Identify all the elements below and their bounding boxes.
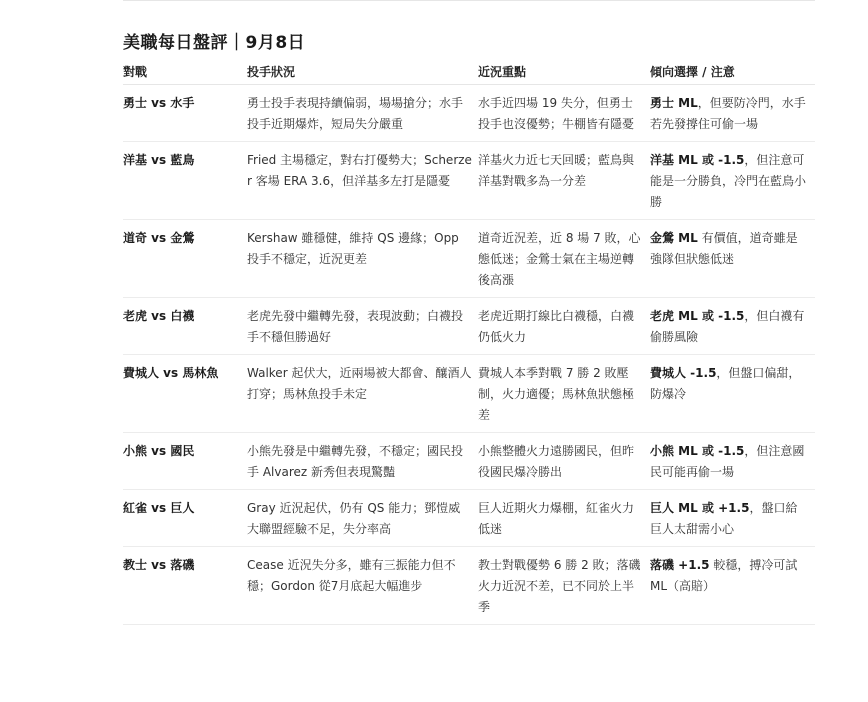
pick-note: ，但注意可能是一分勝負，冷門在藍鳥小勝 [650,153,807,209]
table-row [123,142,815,220]
pick-note: 較穩，搏冷可試 ML（高賠） [650,558,798,593]
pick-label: 巨人 ML 或 +1.5 [650,501,750,515]
header-pick: 傾向選擇 / 注意 [650,58,815,85]
table-header-row [123,58,815,85]
recent-cell: 洋基火力近七天回暖；藍鳥與洋基對戰多為一分差 [478,142,650,220]
recent-cell: 教士對戰優勢 6 勝 2 敗；落磯火力近況不差，已不同於上半季 [478,547,650,625]
header-pitching: 投手狀況 [247,58,478,85]
matchup-cell: 紅雀 vs 巨人 [123,490,247,547]
pick-cell [650,220,815,298]
matchup-cell: 小熊 vs 國民 [123,433,247,490]
matchup-cell: 教士 vs 落磯 [123,547,247,625]
pick-cell [650,85,815,142]
pick-note: 有價值，道奇雖是強隊但狀態低迷 [650,231,798,266]
pick-label: 洋基 ML 或 -1.5 [650,153,745,167]
pick-label: 金鶯 ML [650,231,698,245]
top-divider [123,0,815,1]
matchup-cell: 道奇 vs 金鶯 [123,220,247,298]
table-row [123,220,815,298]
header-recent: 近況重點 [478,58,650,85]
pick-note: ，但白襪有偷勝風險 [650,309,805,344]
pick-note: ，但要防冷門，水手若先發撐住可偷一場 [650,96,806,131]
recent-cell: 道奇近況差，近 8 場 7 敗，心態低迷；金鶯士氣在主場逆轉後高漲 [478,220,650,298]
pitching-cell: Cease 近況失分多，雖有三振能力但不穩；Gordon 從7月底起大幅進步 [247,547,478,625]
pitching-cell: Kershaw 雖穩健，維持 QS 邊緣；Opp 投手不穩定，近況更差 [247,220,478,298]
recent-cell: 老虎近期打線比白襪穩，白襪仍低火力 [478,298,650,355]
table-row [123,490,815,547]
header-matchup: 對戰 [123,58,247,85]
pick-cell [650,490,815,547]
pick-label: 小熊 ML 或 -1.5 [650,444,745,458]
pitching-cell: Fried 主場穩定，對右打優勢大；Scherzer 客場 ERA 3.6，但洋基多左打是隱憂 [247,142,478,220]
table-row [123,433,815,490]
table-row [123,355,815,433]
pitching-cell: 老虎先發中繼轉先發，表現波動；白襪投手不穩但勝過好 [247,298,478,355]
pitching-cell: 小熊先發是中繼轉先發，不穩定；國民投手 Alvarez 新秀但表現驚豔 [247,433,478,490]
pick-label: 落磯 +1.5 [650,558,710,572]
table-row [123,298,815,355]
pick-note: ，但盤口偏甜，防爆冷 [650,366,801,401]
matchup-cell: 洋基 vs 藍鳥 [123,142,247,220]
pick-label: 費城人 -1.5 [650,366,717,380]
recent-cell: 費城人本季對戰 7 勝 2 敗壓制，火力適優；馬林魚狀態極差 [478,355,650,433]
matchup-cell: 老虎 vs 白襪 [123,298,247,355]
recent-cell: 巨人近期火力爆棚，紅雀火力低迷 [478,490,650,547]
pick-cell [650,142,815,220]
matchup-cell: 費城人 vs 馬林魚 [123,355,247,433]
pitching-cell: Walker 起伏大，近兩場被大都會、釀酒人打穿；馬林魚投手未定 [247,355,478,433]
page-title: 美職每日盤評｜9月8日 [123,33,306,53]
pitching-cell: 勇士投手表現持續偏弱，場場搶分；水手投手近期爆炸，短局失分嚴重 [247,85,478,142]
pitching-cell: Gray 近況起伏，仍有 QS 能力；鄧愷威大聯盟經驗不足，失分率高 [247,490,478,547]
pick-label: 勇士 ML [650,96,698,110]
pick-cell [650,547,815,625]
recent-cell: 水手近四場 19 失分，但勇士投手也沒優勢；牛棚皆有隱憂 [478,85,650,142]
pick-cell [650,298,815,355]
pick-cell [650,433,815,490]
recent-cell: 小熊整體火力遠勝國民，但昨役國民爆冷勝出 [478,433,650,490]
matchup-cell: 勇士 vs 水手 [123,85,247,142]
table-row [123,547,815,625]
pick-note: ，盤口給巨人太甜需小心 [650,501,798,536]
games-table [123,58,815,625]
pick-label: 老虎 ML 或 -1.5 [650,309,745,323]
table-row [123,85,815,142]
pick-cell [650,355,815,433]
pick-note: ，但注意國民可能再偷一場 [650,444,805,479]
